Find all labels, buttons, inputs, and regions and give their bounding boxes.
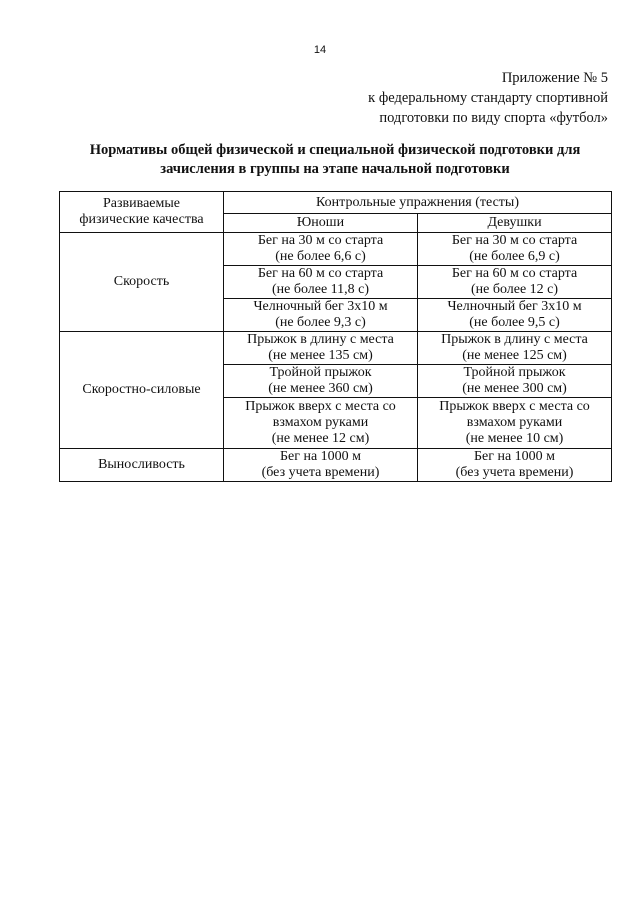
girls-cell [418, 266, 612, 299]
cell-line: (не менее 125 см) [462, 348, 567, 363]
cell-line: Бег на 30 м со старта [257, 233, 384, 248]
cell-line: Прыжок в длину с места [247, 332, 394, 347]
cell-line: взмахом руками [466, 415, 563, 430]
cell-line: (не менее 12 см) [271, 431, 370, 446]
boys-cell [224, 266, 418, 299]
header-girls-cell: Девушки [418, 214, 612, 233]
table-row [60, 332, 612, 365]
girls-cell [418, 233, 612, 266]
page-number: 14 [313, 44, 327, 56]
cell-line: (не более 9,3 с) [275, 315, 366, 330]
boys-cell [224, 449, 418, 482]
appendix-line: Приложение № 5 [501, 70, 608, 86]
header-row [60, 192, 612, 214]
norms-table [59, 191, 612, 482]
cell-line: (не менее 135 см) [268, 348, 373, 363]
cell-line: (не более 9,5 с) [469, 315, 560, 330]
cell-line: Челночный бег 3x10 м [447, 299, 582, 314]
cell-line: Челночный бег 3x10 м [253, 299, 388, 314]
appendix-line: к федеральному стандарту спортивной [368, 90, 608, 106]
cell-line: Тройной прыжок [463, 365, 566, 380]
cell-line: (не менее 360 см) [268, 381, 373, 396]
girls-cell [418, 449, 612, 482]
document-title [60, 141, 610, 179]
header-quality-line: Развиваемые [103, 196, 180, 211]
cell-line: (не более 11,8 с) [271, 282, 370, 297]
cell-line: (не более 6,6 с) [275, 249, 366, 264]
quality-cell: Скоростно-силовые [60, 332, 224, 449]
appendix-line: подготовки по виду спорта «футбол» [379, 110, 608, 126]
quality-cell: Скорость [60, 233, 224, 332]
cell-line: Тройной прыжок [269, 365, 372, 380]
quality-cell: Выносливость [60, 449, 224, 482]
cell-line: (не менее 10 см) [465, 431, 564, 446]
header-boys-cell: Юноши [224, 214, 418, 233]
girls-cell [418, 365, 612, 398]
cell-line: (без учета времени) [455, 465, 574, 480]
title-line: Нормативы общей физической и специальной физической подготовки для [89, 142, 581, 158]
girls-cell [418, 332, 612, 365]
cell-line: Бег на 60 м со старта [451, 266, 578, 281]
cell-line: (не более 6,9 с) [469, 249, 560, 264]
boys-cell [224, 299, 418, 332]
cell-line: Прыжок вверх с места со [439, 399, 590, 414]
cell-line: Бег на 1000 м [473, 449, 556, 464]
title-line: зачисления в группы на этапе начальной подготовки [160, 161, 510, 177]
cell-line: Бег на 1000 м [279, 449, 362, 464]
cell-line: (без учета времени) [261, 465, 380, 480]
boys-cell [224, 332, 418, 365]
cell-line: Прыжок в длину с места [441, 332, 588, 347]
table-row [60, 449, 612, 482]
cell-line: Прыжок вверх с места со [245, 399, 396, 414]
cell-line: взмахом руками [272, 415, 369, 430]
boys-cell [224, 398, 418, 449]
header-tests-cell: Контрольные упражнения (тесты) [224, 192, 612, 214]
girls-cell [418, 299, 612, 332]
appendix-note [368, 68, 608, 128]
cell-line: (не более 12 с) [470, 282, 559, 297]
cell-line: Бег на 60 м со старта [257, 266, 384, 281]
header-quality-line: физические качества [79, 212, 204, 227]
boys-cell [224, 233, 418, 266]
table-row [60, 233, 612, 266]
girls-cell [418, 398, 612, 449]
cell-line: Бег на 30 м со старта [451, 233, 578, 248]
header-quality-cell [60, 192, 224, 233]
boys-cell [224, 365, 418, 398]
cell-line: (не менее 300 см) [462, 381, 567, 396]
